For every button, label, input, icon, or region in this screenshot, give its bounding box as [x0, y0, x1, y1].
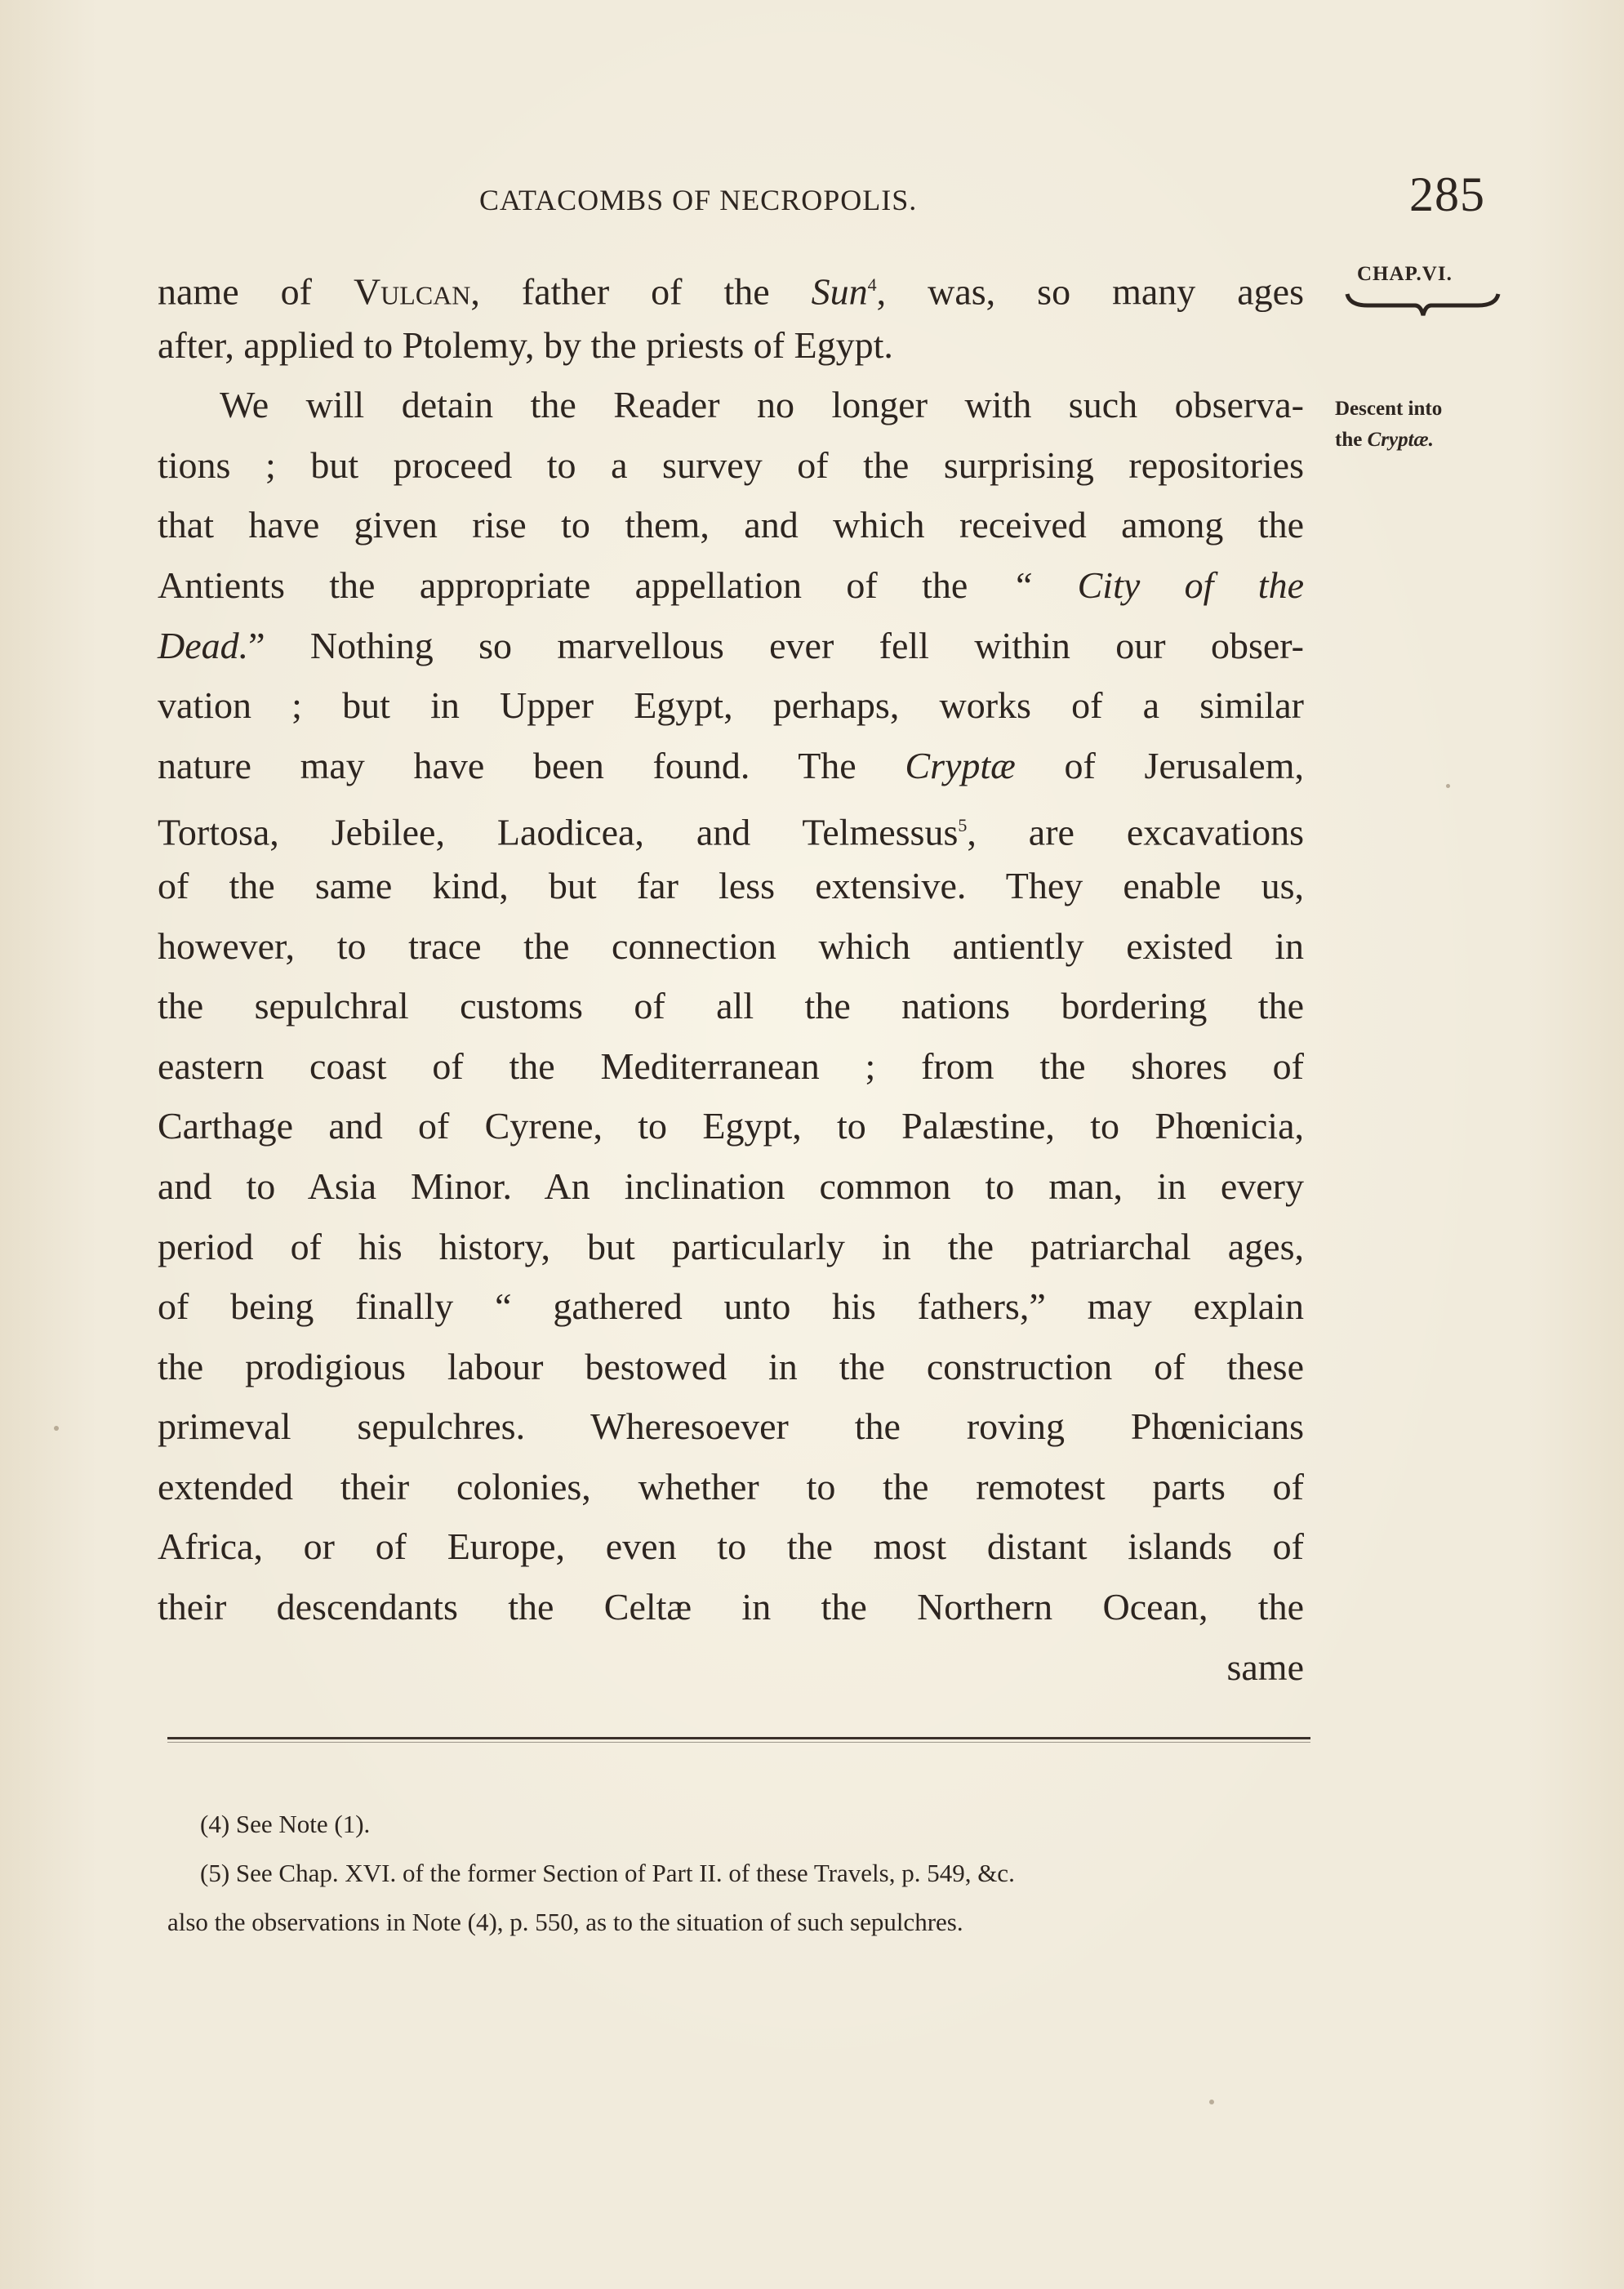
text-line: Carthage and of Cyrene, to Egypt, to Palæstine, to Phœnicia, [158, 1105, 1304, 1147]
main-text [158, 255, 1304, 1697]
footnote-5-continued: also the observations in Note (4), p. 550, as to the situation of such sepulchres. [167, 1908, 963, 1936]
text-line: period of his history, but particularly in the patriarchal ages, [158, 1225, 1304, 1267]
text-line: of the same kind, but far less extensive. They enable us, [158, 864, 1304, 906]
text-line: tions ; but proceed to a survey of the surprising repositories [158, 443, 1304, 486]
vulcan-smallcaps: Vulcan [353, 270, 471, 313]
text-line: name of Vulcan, father of the Sun$^4$, was, so many ages [158, 270, 1304, 313]
chapter-brace-ornament [1343, 287, 1502, 320]
catchword: same [1226, 1645, 1304, 1688]
footnote-rule-thin [167, 1742, 1310, 1743]
city-of-the-italic: “ City of the [1012, 563, 1304, 606]
margin-note-line1: Descent into [1335, 398, 1443, 420]
text-line: that have given rise to them, and which received among the [158, 504, 1304, 546]
dead-italic: Dead. [158, 624, 249, 666]
text-line: Dead.” Nothing so marvellous ever fell within our obser- [158, 624, 1304, 666]
cryptae-italic: Cryptæ [905, 744, 1016, 786]
sun-italic: Sun [811, 270, 868, 313]
text-line: eastern coast of the Mediterranean ; from the shores of [158, 1044, 1304, 1087]
footnote-5: (5) See Chap. XVI. of the former Section of Part II. of these Travels, p. 549, &c. [200, 1859, 1015, 1887]
footnote-rule [167, 1737, 1310, 1739]
text-line: Africa, or of Europe, even to the most distant islands of [158, 1525, 1304, 1568]
text-line: extended their colonies, whether to the remotest parts of [158, 1465, 1304, 1507]
text-line: and to Asia Minor. An inclination common to man, in every [158, 1165, 1304, 1207]
text-line: vation ; but in Upper Egypt, perhaps, works of a similar [158, 684, 1304, 727]
running-title: CATACOMBS OF NECROPOLIS. [479, 184, 918, 216]
chapter-label: CHAP.VI. [1357, 263, 1453, 285]
margin-note-italic: Cryptæ. [1367, 429, 1434, 451]
text-line: the sepulchral customs of all the nations bordering the [158, 985, 1304, 1027]
text-line: the prodigious labour bestowed in the construction of these [158, 1345, 1304, 1387]
text-line: primeval sepulchres. Wheresoever the roving Phœnicians [158, 1405, 1304, 1448]
footnotes [167, 1800, 1310, 1947]
text-line: We will detain the Reader no longer with such observa- [220, 384, 1304, 426]
paper-speck [1209, 2100, 1214, 2104]
paper-speck [1446, 784, 1450, 788]
footnote-ref-4: 4 [867, 274, 877, 295]
text-line: nature may have been found. The Cryptæ of Jerusalem, [158, 744, 1304, 786]
text-line: their descendants the Celtæ in the Northern Ocean, the [158, 1586, 1304, 1628]
text-line: however, to trace the connection which antiently existed in [158, 924, 1304, 967]
margin-note-line2 [1335, 425, 1442, 456]
page-number: 285 [1409, 167, 1485, 221]
text-line: of being finally “ gathered unto his fathers,” may explain [158, 1285, 1304, 1328]
text-line: after, applied to Ptolemy, by the priests of Egypt. [158, 323, 893, 366]
text-line: Tortosa, Jebilee, Laodicea, and Telmessus$^5$, are excavations [158, 811, 1304, 853]
footnote-ref-5: 5 [958, 815, 968, 836]
paper-speck [54, 1426, 59, 1431]
text-line: Antients the appropriate appellation of the “ City of the [158, 563, 1304, 606]
footnote-4: (4) See Note (1). [200, 1810, 371, 1838]
margin-note-prefix: the [1335, 429, 1363, 451]
margin-note [1335, 394, 1442, 456]
